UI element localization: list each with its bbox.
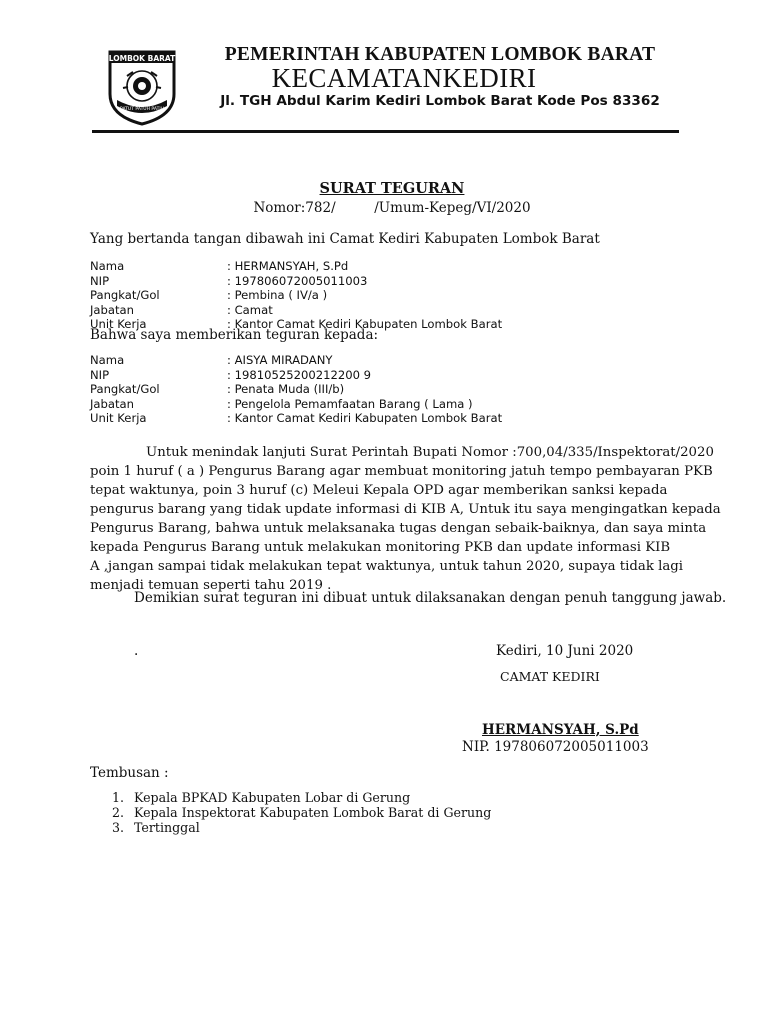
logo-label: LOMBOK BARAT bbox=[108, 54, 176, 63]
cc-title: Tembusan : bbox=[90, 765, 169, 781]
field-label: Pangkat/Gol bbox=[90, 382, 160, 396]
field-label: Jabatan bbox=[90, 302, 134, 317]
body-line: tepat waktunya, poin 3 huruf (c) Meleui Kepala OPD agar memberikan sanksi kepada bbox=[90, 483, 668, 498]
field-value: : 197806072005011003 bbox=[227, 273, 368, 288]
body-line: Pengurus Barang, bahwa untuk melaksanaka tugas dengan sebaik-baiknya, dan saya minta bbox=[90, 521, 707, 536]
dot-mark: . bbox=[134, 643, 139, 659]
body-line: poin 1 huruf ( a ) Pengurus Barang agar membuat monitoring jatuh tempo pembayaran PKB bbox=[90, 464, 713, 479]
cc-item-text: Kepala BPKAD Kabupaten Lobar di Gerung bbox=[134, 790, 411, 805]
field-label: Pangkat/Gol bbox=[90, 288, 160, 302]
signer-fields bbox=[90, 259, 590, 331]
cc-item bbox=[112, 820, 200, 835]
body-line: pengurus barang yang tidak update informasi di KIB A, Untuk itu saya mengingatkan kepada bbox=[90, 502, 721, 517]
field-value: : Pengelola Pemamfaatan Barang ( Lama ) bbox=[227, 396, 473, 411]
cc-item-number: 1. bbox=[112, 790, 125, 805]
letterhead-divider bbox=[92, 130, 679, 133]
cc-item-number: 3. bbox=[112, 820, 125, 835]
field-label: Unit Kerja bbox=[90, 317, 147, 331]
closing-text: Demikian surat teguran ini dibuat untuk dilaksanakan dengan penuh tanggung jawab. bbox=[134, 590, 727, 606]
signature-nip: NIP. 197806072005011003 bbox=[462, 739, 649, 755]
field-label: Nama bbox=[90, 353, 125, 367]
reprimand-intro: Bahwa saya memberikan teguran kepada: bbox=[90, 327, 379, 343]
cc-list bbox=[112, 790, 532, 838]
body-line: menjadi temuan seperti tahu 2019 . bbox=[90, 578, 332, 593]
field-value: : HERMANSYAH, S.Pd bbox=[227, 259, 349, 273]
field-value: : Kantor Camat Kediri Kabupaten Lombok Barat bbox=[227, 317, 503, 331]
place-date: Kediri, 10 Juni 2020 bbox=[496, 643, 634, 659]
cc-item-text: Kepala Inspektorat Kabupaten Lombok Barat di Gerung bbox=[134, 805, 492, 820]
government-heading: PEMERINTAH KABUPATEN LOMBOK BARAT bbox=[224, 44, 656, 65]
signer-position: CAMAT KEDIRI bbox=[500, 669, 600, 684]
cc-item bbox=[112, 805, 491, 820]
intro-text: Yang bertanda tangan dibawah ini Camat Kediri Kabupaten Lombok Barat bbox=[90, 231, 600, 247]
signature-name: HERMANSYAH, S.Pd bbox=[482, 722, 639, 738]
recipient-fields bbox=[90, 353, 590, 425]
letter-number: Nomor:782/ /Umum-Kepeg/VI/2020 bbox=[253, 200, 531, 216]
cc-item-number: 2. bbox=[112, 805, 125, 820]
field-value: : Kantor Camat Kediri Kabupaten Lombok Barat bbox=[227, 411, 503, 425]
body-paragraph bbox=[90, 443, 721, 595]
field-value: : Pembina ( IV/a ) bbox=[227, 288, 328, 302]
body-line: kepada Pengurus Barang untuk melakukan monitoring PKB dan update informasi KIB bbox=[90, 540, 671, 555]
field-value: : Camat bbox=[227, 302, 273, 317]
cc-item bbox=[112, 790, 410, 805]
office-address: Jl. TGH Abdul Karim Kediri Lombok Barat Kode Pos 83362 bbox=[220, 93, 660, 109]
field-label: Nama bbox=[90, 259, 125, 273]
field-value: : AISYA MIRADANY bbox=[227, 353, 333, 367]
field-label: NIP bbox=[90, 367, 110, 382]
body-line: Untuk menindak lanjuti Surat Perintah Bupati Nomor :700,04/335/Inspektorat/2020 bbox=[146, 445, 714, 460]
logo-motto: PATUT PATUH PATJU bbox=[120, 107, 164, 112]
letter-title: SURAT TEGURAN bbox=[319, 180, 465, 197]
field-value: : 19810525200212200 9 bbox=[227, 367, 372, 382]
field-value: : Penata Muda (III/b) bbox=[227, 382, 345, 396]
body-line: A ,jangan sampai tidak melakukan tepat waktunya, untuk tahun 2020, supaya tidak lagi bbox=[90, 559, 684, 574]
office-heading: KECAMATANKEDIRI bbox=[271, 63, 537, 93]
field-label: Jabatan bbox=[90, 396, 134, 411]
cc-item-text: Tertinggal bbox=[134, 820, 200, 835]
field-label: Unit Kerja bbox=[90, 411, 147, 425]
field-label: NIP bbox=[90, 273, 110, 288]
